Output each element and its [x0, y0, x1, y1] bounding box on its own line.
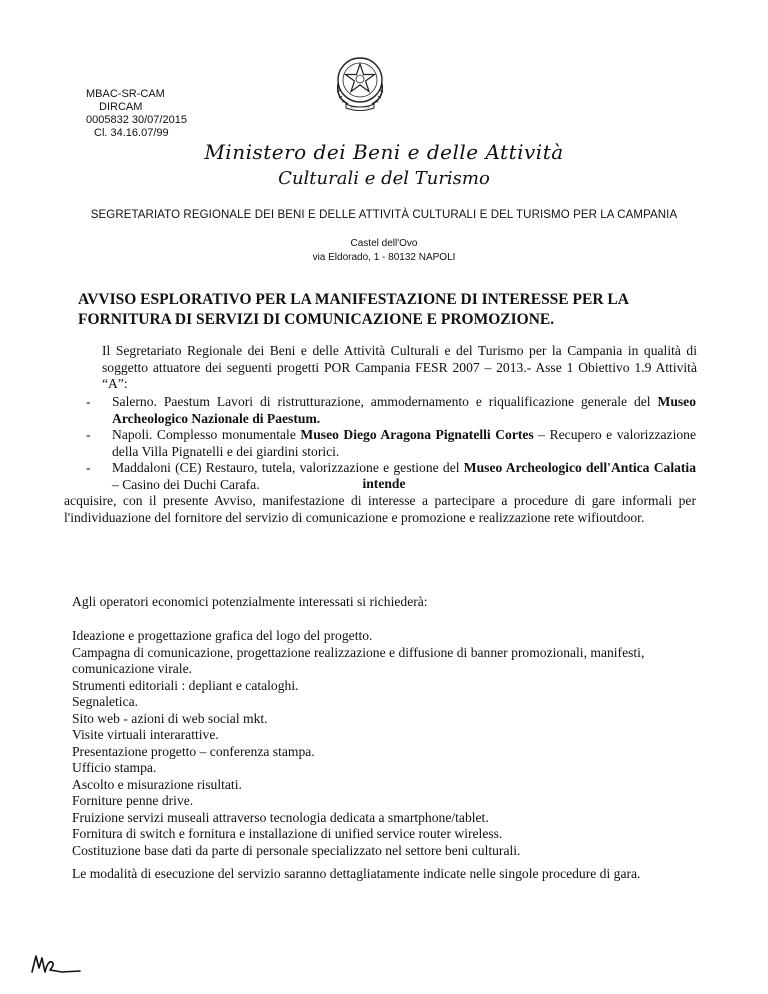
bullet-dash: -	[86, 427, 91, 442]
list-item: Costituzione base dati da parte di personale specializzato nel settore beni culturali.	[72, 842, 521, 858]
protocol-line: MBAC-SR-CAM	[86, 88, 165, 100]
list-item-text: – Recupero e valorizzazione della Villa Pignatelli e dei giardini storici.	[112, 427, 696, 459]
handwritten-initials-icon	[28, 950, 84, 978]
list-item: Forniture penne drive.	[72, 793, 194, 808]
list-item-text: Salerno. Paestum Lavori di ristrutturazione, ammodernamento e riqualificazione generale del	[112, 394, 658, 409]
address-line-1: Castel dell'Ovo	[350, 238, 418, 249]
list-item-text: – Casino dei Duchi Carafa.	[112, 476, 260, 492]
list-item: Segnaletica.	[72, 694, 139, 709]
list-item-bold: Museo Archeologico dell'Antica Calatia	[463, 460, 697, 475]
bullet-dash: -	[86, 460, 91, 475]
list-item: Campagna di comunicazione, progettazione realizzazione e diffusione di banner promozionali, manifesti, comunicazione virale.	[72, 644, 645, 676]
list-item: Sito web - azioni di web social mkt.	[72, 710, 268, 726]
intro-paragraph: Il Segretariato Regionale dei Beni e delle Attività Culturali e del Turismo per la Campania in qualità di soggetto attuatore dei seguenti progetti POR Campania FESR 2007 – 2013.- Asse 1 Obiettivo 1.9 Attività “A”:	[102, 343, 697, 391]
protocol-line: Cl. 34.16.07/99	[94, 127, 169, 139]
protocol-line: 0005832 30/07/2015	[86, 114, 187, 126]
list-item: Strumenti editoriali : depliant e cataloghi.	[72, 677, 299, 693]
list-item: Presentazione progetto – conferenza stampa.	[72, 743, 315, 759]
bullet-dash: -	[86, 394, 91, 409]
address-line-2: via Eldorado, 1 - 80132 NAPOLI	[312, 252, 456, 263]
list-item: Fruizione servizi museali attraverso tecnologia dedicata a smartphone/tablet.	[72, 809, 489, 825]
acquire-paragraph: acquisire, con il presente Avviso, manifestazione di interesse a partecipare a procedure di gare informali per l'individuazione del fornitore del servizio di comunicazione e promozione e realizzazione rete wifioutdoor.	[64, 493, 696, 525]
list-item	[86, 427, 696, 460]
closing-paragraph: Le modalità di esecuzione del servizio saranno dettagliatamente indicate nelle singole procedure di gara.	[72, 866, 641, 881]
list-item-text: Maddaloni (CE) Restauro, tutela, valorizzazione e gestione del	[112, 460, 464, 475]
intende-heading: intende	[362, 476, 406, 491]
protocol-stamp	[86, 88, 187, 140]
requirements-list	[72, 628, 712, 859]
list-item-bold: Museo Archeologico Nazionale di Paestum.	[112, 394, 696, 426]
list-item: Fornitura di switch e fornitura e installazione di unified service router wireless.	[72, 826, 503, 841]
document-title: AVVISO ESPLORATIVO PER LA MANIFESTAZIONE DI INTERESSE PER LA FORNITURA DI SERVIZI DI COMUNICAZIONE E PROMOZIONE.	[78, 291, 629, 328]
protocol-line: DIRCAM	[99, 101, 143, 113]
secretariat-heading: SEGRETARIATO REGIONALE DEI BENI E DELLE ATTIVITÀ CULTURALI E DEL TURISMO PER LA CAMPANIA	[90, 209, 678, 221]
list-item: Ascolto e misurazione risultati.	[72, 776, 242, 792]
ministry-name-line-2: Culturali e del Turismo	[278, 168, 490, 189]
list-item: Ideazione e progettazione grafica del logo del progetto.	[72, 628, 373, 643]
list-item: Visite virtuali interarattive.	[72, 727, 219, 742]
italian-republic-emblem-icon	[328, 50, 392, 114]
list-item	[86, 394, 696, 427]
list-item: Ufficio stampa.	[72, 760, 157, 775]
list-item-bold: Museo Diego Aragona Pignatelli Cortes	[300, 427, 534, 442]
list-item-text: Napoli. Complesso monumentale	[112, 427, 301, 442]
requirements-intro: Agli operatori economici potenzialmente interessati si richiederà:	[72, 594, 428, 609]
ministry-name-line-1: Ministero dei Beni e delle Attività	[204, 140, 564, 164]
